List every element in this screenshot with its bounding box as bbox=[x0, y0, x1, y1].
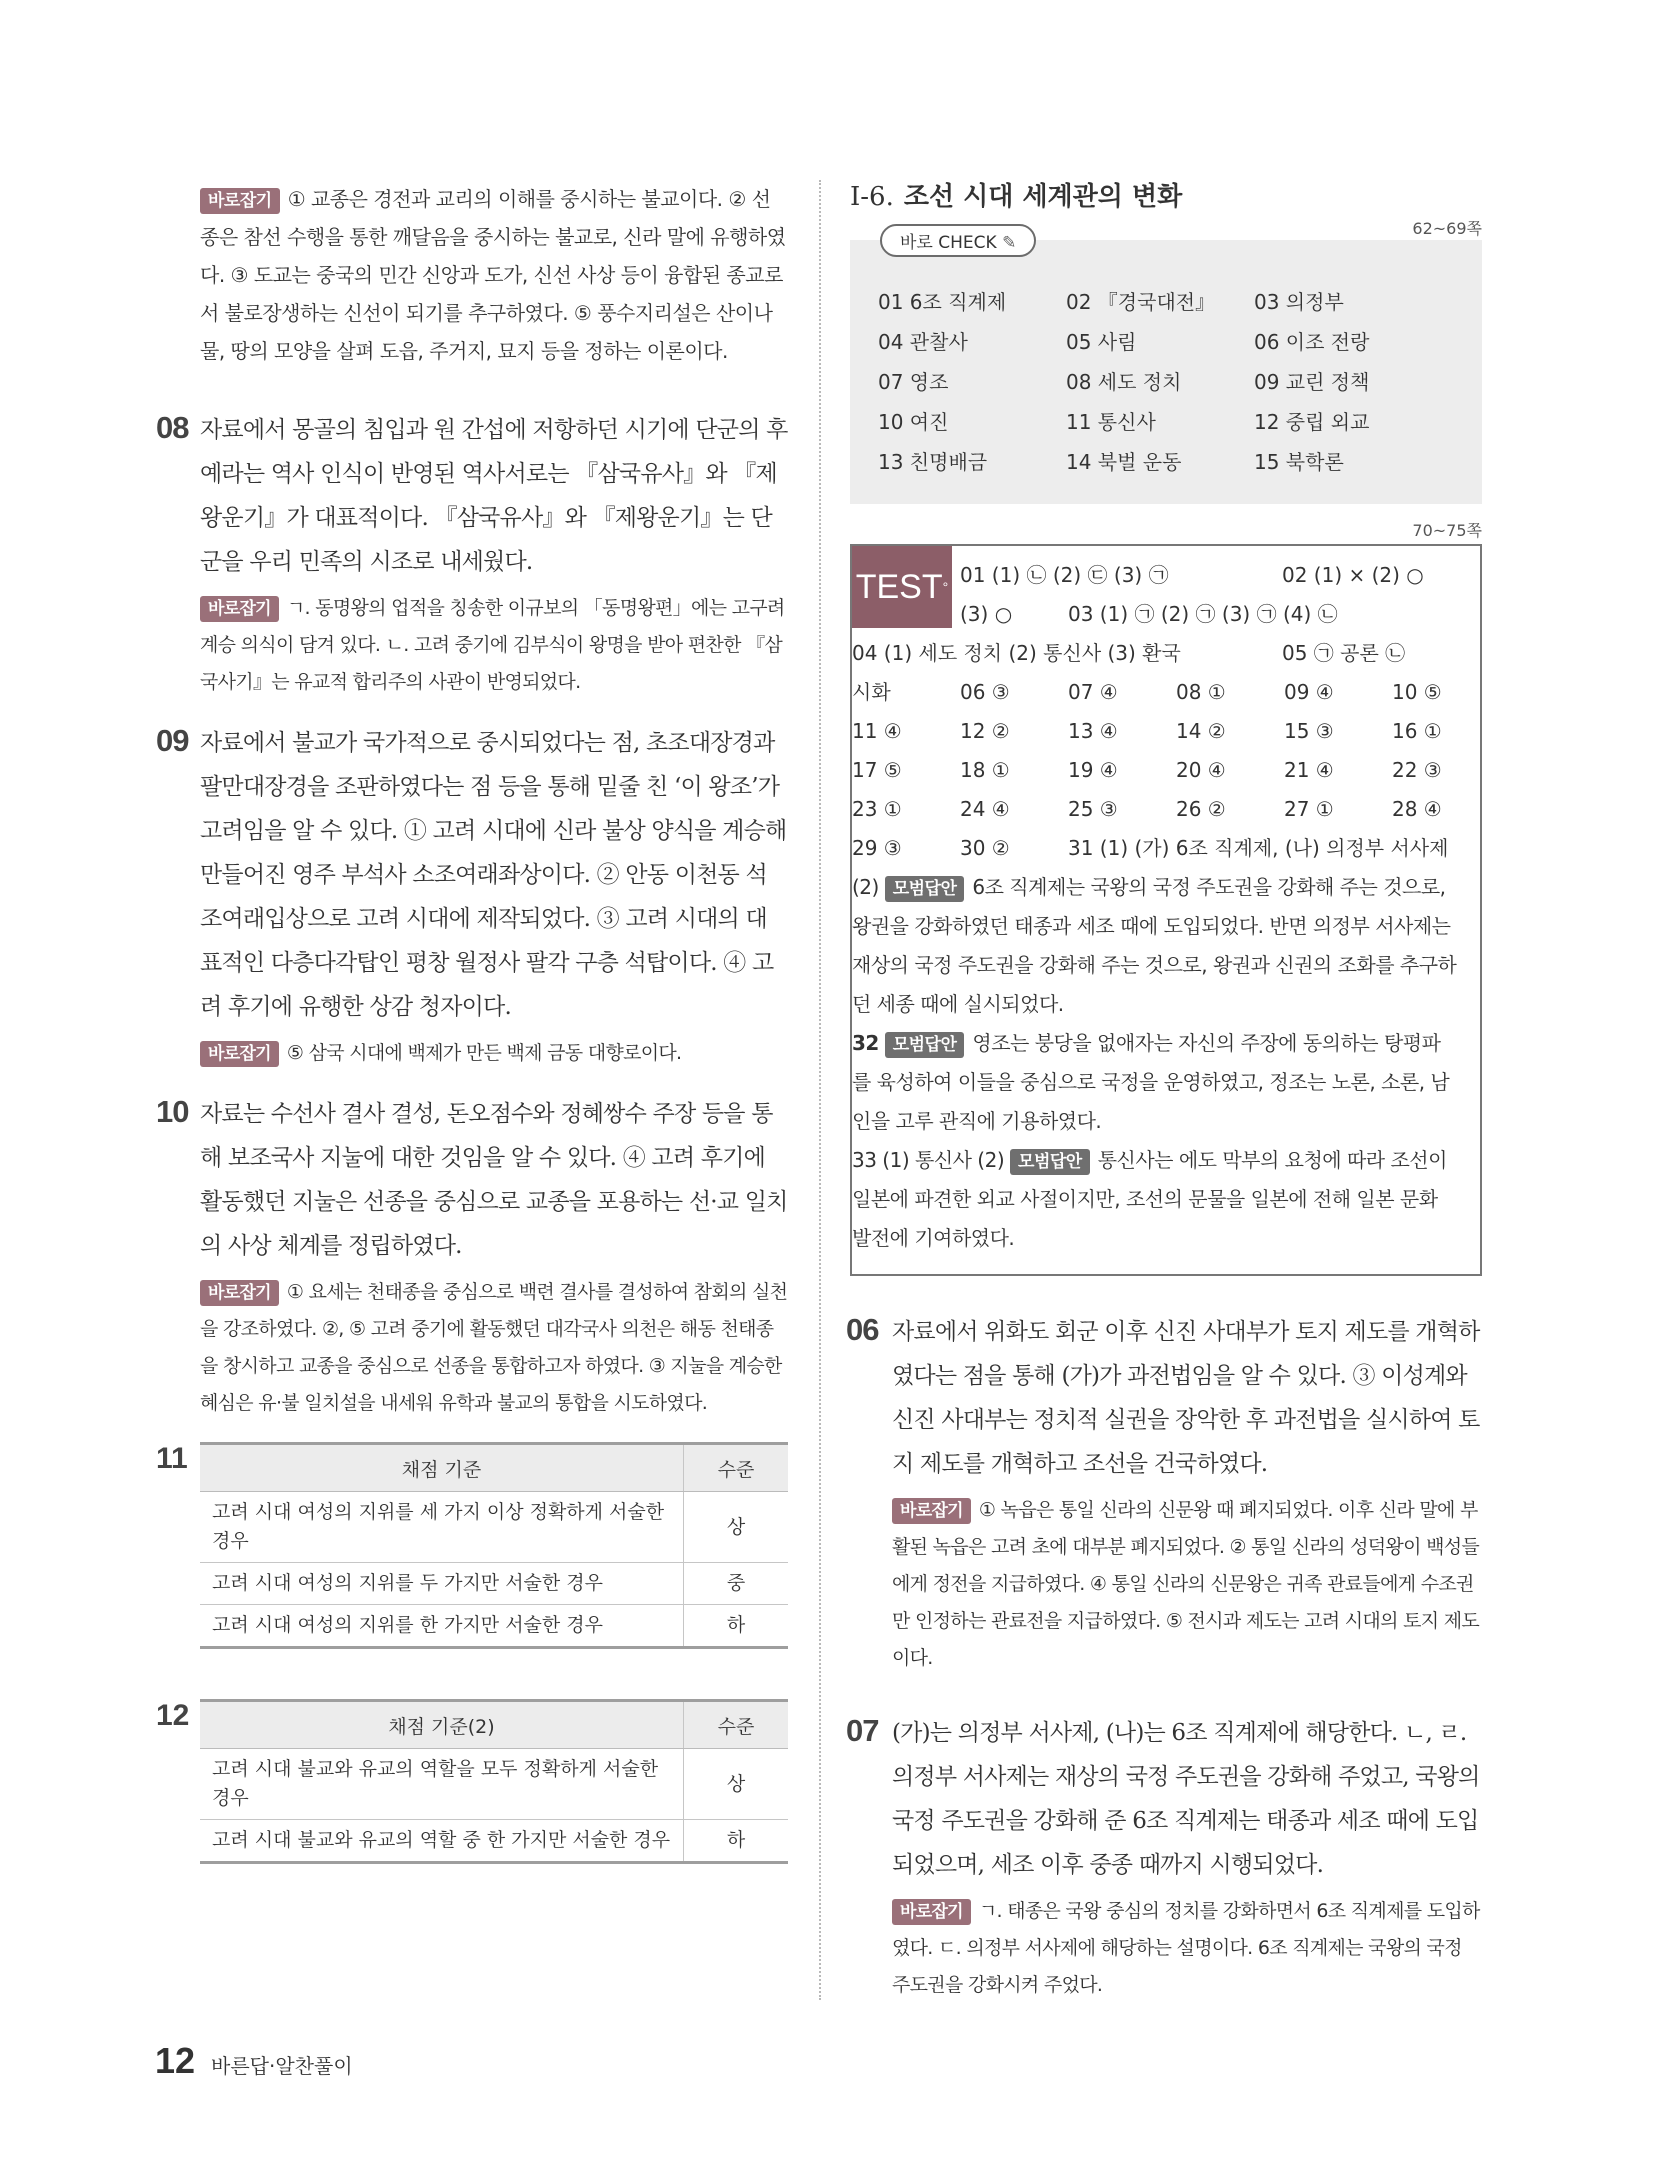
answer-prefix: 32 bbox=[852, 1031, 879, 1055]
table-cell: 상 bbox=[684, 1492, 789, 1563]
correction-badge: 바로잡기 bbox=[892, 1498, 971, 1524]
model-answer-text: 통신사는 에도 막부의 요청에 따라 조선이 일본에 파견한 외교 사절이지만, 조선의 문물을 일본에 전해 일본 문화 발전에 기여하였다. bbox=[852, 1148, 1447, 1250]
check-item: 12 중립 외교 bbox=[1254, 410, 1370, 434]
answer: 17 ⑤ bbox=[852, 758, 902, 782]
explanation-text: 자료에서 위화도 회군 이후 신진 사대부가 토지 제도를 개혁하였다는 점을 통해 (가)가 과전법임을 알 수 있다. ③ 이성계와 신진 사대부는 정치적 실권을 장악한 후 과전법을 실시하여 토지 제도를 개혁하고 조선을 건국하였다. bbox=[892, 1319, 1480, 1477]
answer-32 bbox=[852, 1024, 1458, 1141]
section-title-text: 조선 시대 세계관의 변화 bbox=[903, 182, 1183, 212]
question-number: 08 bbox=[156, 410, 189, 445]
scoring-table bbox=[200, 1442, 788, 1649]
explanation-text: 자료는 수선사 결사 결성, 돈오점수와 정혜쌍수 주장 등을 통해 보조국사 지눌에 대한 것임을 알 수 있다. ④ 고려 후기에 활동했던 지눌은 선종을 중심으로 교종을 포용하는 선·교 일치의 사상 체계를 정립하였다. bbox=[200, 1101, 788, 1259]
check-item: 13 친명배금 bbox=[878, 450, 988, 474]
correction-badge: 바로잡기 bbox=[892, 1899, 971, 1925]
question-07 bbox=[846, 1711, 1482, 2004]
explanation-text: 자료에서 몽골의 침입과 원 간섭에 저항하던 시기에 단군의 후예라는 역사 인식이 반영된 역사서로는 『삼국유사』와 『제왕운기』가 대표적이다. 『삼국유사』와 『제왕운기』는 단군을 우리 민족의 시조로 내세웠다. bbox=[200, 417, 788, 575]
check-item: 11 통신사 bbox=[1066, 410, 1156, 434]
answer: 07 ④ bbox=[1068, 680, 1118, 704]
correction-text: ① 녹읍은 통일 신라의 신문왕 때 폐지되었다. 이후 신라 말에 부활된 녹읍은 고려 초에 대부분 폐지되었다. ② 통일 신라의 성덕왕이 백성들에게 정전을 지급하였다. ④ 통일 신라의 신문왕은 귀족 관료들에게 수조권만 인정하는 관료전을 지급하였다. ⑤ 전시과 제도는 고려 시대의 토지 제도이다. bbox=[892, 1499, 1480, 1669]
answer: 09 ④ bbox=[1284, 680, 1334, 704]
top-correction bbox=[200, 180, 788, 370]
answer-prefix: (2) bbox=[852, 875, 879, 899]
answer: 25 ③ bbox=[1068, 797, 1118, 821]
model-answer-text: 6조 직계제는 국왕의 국정 주도권을 강화해 주는 것으로, 왕권을 강화하였던 태종과 세조 때에 도입되었다. 반면 의정부 서사제는 재상의 국정 주도권을 강화해 주는 것으로, 왕권과 신권의 조화를 추구하던 세종 때에 실시되었다. bbox=[852, 875, 1457, 1016]
check-item: 02 『경국대전』 bbox=[1066, 290, 1216, 314]
answer-prefix: 33 (1) 통신사 (2) bbox=[852, 1148, 1005, 1172]
page-number: 12 bbox=[155, 2040, 196, 2081]
check-item: 03 의정부 bbox=[1254, 290, 1344, 314]
question-09 bbox=[156, 721, 788, 1072]
correction-text: ① 요세는 천태종을 중심으로 백련 결사를 결성하여 참회의 실천을 강조하였다. ②, ⑤ 고려 중기에 활동했던 대각국사 의천은 해동 천태종을 창시하고 교종을 중심으로 선종을 통합하고자 하였다. ③ 지눌을 계승한 혜심은 유·불 일치설을 내세워 유학과 불교의 통합을 시도하였다. bbox=[200, 1281, 788, 1414]
answer: 29 ③ bbox=[852, 836, 902, 860]
table-cell: 하 bbox=[684, 1605, 789, 1648]
check-pages: 62~69쪽 bbox=[1412, 219, 1482, 238]
test-label-text: TEST bbox=[855, 567, 943, 606]
right-column bbox=[846, 180, 1482, 2024]
table-cell: 고려 시대 여성의 지위를 두 가지만 서술한 경우 bbox=[200, 1563, 684, 1605]
table-row bbox=[200, 1563, 788, 1605]
table-row bbox=[200, 1605, 788, 1648]
answer-31 bbox=[852, 868, 1458, 1024]
explanation-text: (가)는 의정부 서사제, (나)는 6조 직계제에 해당한다. ㄴ, ㄹ. 의정부 서사제는 재상의 국정 주도권을 강화해 주었고, 국왕의 국정 주도권을 강화해 준 6조 직계제는 태종과 세조 때에 도입되었으며, 세조 이후 중종 때까지 시행되었다. bbox=[892, 1720, 1480, 1878]
answer: 21 ④ bbox=[1284, 758, 1334, 782]
answer: 15 ③ bbox=[1284, 719, 1334, 743]
answer: 28 ④ bbox=[1392, 797, 1442, 821]
section-title bbox=[850, 176, 1482, 216]
answer: 시화 bbox=[852, 680, 891, 704]
answer: 04 (1) 세도 정치 (2) 통신사 (3) 환국 bbox=[852, 641, 1181, 665]
answer: 01 (1) ㉡ (2) ㉢ (3) ㉠ bbox=[960, 563, 1169, 587]
table-header: 채점 기준(2) bbox=[200, 1701, 684, 1749]
correction-badge: 바로잡기 bbox=[200, 1280, 279, 1306]
table-header: 수준 bbox=[684, 1701, 789, 1749]
correction bbox=[850, 1893, 1482, 2004]
check-box bbox=[850, 233, 1482, 504]
correction bbox=[850, 1492, 1482, 1677]
answer: 06 ③ bbox=[960, 680, 1010, 704]
table-row bbox=[200, 1820, 788, 1863]
correction-text: ㄱ. 태종은 국왕 중심의 정치를 강화하면서 6조 직계제를 도입하였다. ㄷ. 의정부 서사제에 해당하는 설명이다. 6조 직계제는 국왕의 국정 주도권을 강화시켜 주었다. bbox=[892, 1900, 1480, 1996]
answer: 13 ④ bbox=[1068, 719, 1118, 743]
model-answer-text: 영조는 붕당을 없애자는 자신의 주장에 동의하는 탕평파를 육성하여 이들을 중심으로 국정을 운영하였고, 정조는 노론, 소론, 남인을 고루 관직에 기용하였다. bbox=[852, 1031, 1450, 1133]
model-answer-badge: 모범답안 bbox=[885, 1032, 965, 1058]
check-label bbox=[880, 224, 1036, 257]
check-item: 08 세도 정치 bbox=[1066, 370, 1182, 394]
check-item: 06 이조 전랑 bbox=[1254, 330, 1370, 354]
table-cell: 중 bbox=[684, 1563, 789, 1605]
question-number: 10 bbox=[156, 1094, 189, 1129]
table-row bbox=[200, 1749, 788, 1820]
answer: 31 (1) (가) 6조 직계제, (나) 의정부 서사제 bbox=[1068, 836, 1449, 860]
model-answer-badge: 모범답안 bbox=[885, 876, 965, 902]
answer: 16 ① bbox=[1392, 719, 1442, 743]
check-item: 05 사림 bbox=[1066, 330, 1137, 354]
check-item: 10 여진 bbox=[878, 410, 949, 434]
check-item: 15 북학론 bbox=[1254, 450, 1344, 474]
table-cell: 상 bbox=[684, 1749, 789, 1820]
answer: 14 ② bbox=[1176, 719, 1226, 743]
answer: 27 ① bbox=[1284, 797, 1334, 821]
answer: 11 ④ bbox=[852, 719, 902, 743]
answer: 03 (1) ㉠ (2) ㉠ (3) ㉠ (4) ㉡ bbox=[1068, 602, 1338, 626]
test-pages: 70~75쪽 bbox=[1412, 521, 1482, 540]
left-column bbox=[156, 180, 788, 1914]
answer: 02 (1) × (2) ○ bbox=[1282, 563, 1424, 587]
answer: 30 ② bbox=[960, 836, 1010, 860]
answer: 12 ② bbox=[960, 719, 1010, 743]
answer: (3) ○ bbox=[960, 602, 1013, 626]
answer: 20 ④ bbox=[1176, 758, 1226, 782]
table-cell: 고려 시대 여성의 지위를 한 가지만 서술한 경우 bbox=[200, 1605, 684, 1648]
answer: 24 ④ bbox=[960, 797, 1010, 821]
check-item: 14 북벌 운동 bbox=[1066, 450, 1182, 474]
answer: 08 ① bbox=[1176, 680, 1226, 704]
model-answer-badge: 모범답안 bbox=[1010, 1149, 1090, 1175]
table-cell: 고려 시대 불교와 유교의 역할 중 한 가지만 서술한 경우 bbox=[200, 1820, 684, 1863]
test-label: TEST ° bbox=[852, 546, 952, 628]
answer: 19 ④ bbox=[1068, 758, 1118, 782]
correction-text: ⑤ 삼국 시대에 백제가 만든 백제 금동 대향로이다. bbox=[286, 1042, 682, 1064]
check-item: 09 교린 정책 bbox=[1254, 370, 1370, 394]
check-item: 07 영조 bbox=[878, 370, 949, 394]
answer: 22 ③ bbox=[1392, 758, 1442, 782]
question-10 bbox=[156, 1092, 788, 1422]
answer: 26 ② bbox=[1176, 797, 1226, 821]
table-cell: 고려 시대 불교와 유교의 역할을 모두 정확하게 서술한 경우 bbox=[200, 1749, 684, 1820]
question-06 bbox=[846, 1310, 1482, 1677]
test-answers bbox=[850, 544, 1482, 1276]
correction-text: ㄱ. 동명왕의 업적을 칭송한 이규보의 「동명왕편」에는 고구려 계승 의식이 담겨 있다. ㄴ. 고려 중기에 김부식이 왕명을 받아 편찬한 『삼국사기』는 유교적 합리주의 사관이 반영되었다. bbox=[200, 597, 785, 693]
column-divider bbox=[819, 180, 821, 2000]
scoring-table bbox=[200, 1699, 788, 1864]
correction bbox=[200, 1274, 788, 1422]
answer: 18 ① bbox=[960, 758, 1010, 782]
answer: 05 ㉠ 공론 ㉡ bbox=[1282, 641, 1406, 665]
pin-icon: ✎ bbox=[1002, 233, 1017, 253]
question-number: 06 bbox=[846, 1312, 879, 1347]
question-08 bbox=[156, 408, 788, 701]
table-header: 수준 bbox=[684, 1444, 789, 1492]
section-number: Ⅰ-6. bbox=[850, 182, 894, 212]
check-grid bbox=[878, 286, 1458, 478]
question-number: 12 bbox=[156, 1699, 190, 1732]
table-cell: 하 bbox=[684, 1820, 789, 1863]
correction-badge: 바로잡기 bbox=[200, 188, 280, 214]
answer-33 bbox=[852, 1141, 1458, 1258]
question-number: 11 bbox=[156, 1442, 188, 1475]
check-label-text: 바로 CHECK bbox=[900, 233, 997, 253]
question-11 bbox=[156, 1442, 788, 1649]
correction bbox=[200, 1035, 788, 1072]
book-title: 바른답·알찬풀이 bbox=[211, 2054, 353, 2078]
table-cell: 고려 시대 여성의 지위를 세 가지 이상 정확하게 서술한 경우 bbox=[200, 1492, 684, 1563]
table-row bbox=[200, 1492, 788, 1563]
answer: 10 ⑤ bbox=[1392, 680, 1442, 704]
correction bbox=[200, 590, 788, 701]
check-item: 04 관찰사 bbox=[878, 330, 968, 354]
table-header: 채점 기준 bbox=[200, 1444, 684, 1492]
question-number: 07 bbox=[846, 1713, 879, 1748]
explanation-text: 자료에서 불교가 국가적으로 중시되었다는 점, 초조대장경과 팔만대장경을 조판하였다는 점 등을 통해 밑줄 친 ‘이 왕조’가 고려임을 알 수 있다. ① 고려 시대에 신라 불상 양식을 계승해 만들어진 영주 부석사 소조여래좌상이다. ② 안동 이천동 석조여래입상으로 고려 시대에 제작되었다. ③ 고려 시대의 대표적인 다층다각탑인 평창 월정사 팔각 구층 석탑이다. ④ 고려 후기에 유행한 상감 청자이다. bbox=[200, 730, 787, 1020]
page-footer bbox=[155, 2040, 353, 2082]
correction-badge: 바로잡기 bbox=[200, 596, 279, 622]
check-item: 01 6조 직계제 bbox=[878, 290, 1007, 314]
answer: 23 ① bbox=[852, 797, 902, 821]
question-12 bbox=[156, 1699, 788, 1864]
correction-badge: 바로잡기 bbox=[200, 1041, 279, 1067]
correction-text: ① 교종은 경전과 교리의 이해를 중시하는 불교이다. ② 선종은 참선 수행을 통한 깨달음을 중시하는 불교로, 신라 말에 유행하였다. ③ 도교는 중국의 민간 신앙과 도가, 신선 사상 등이 융합된 종교로서 불로장생하는 신선이 되기를 추구하였다. ⑤ 풍수지리설은 산이나 물, 땅의 모양을 살펴 도읍, 주거지, 묘지 등을 정하는 이론이다. bbox=[200, 187, 786, 363]
question-number: 09 bbox=[156, 723, 189, 758]
